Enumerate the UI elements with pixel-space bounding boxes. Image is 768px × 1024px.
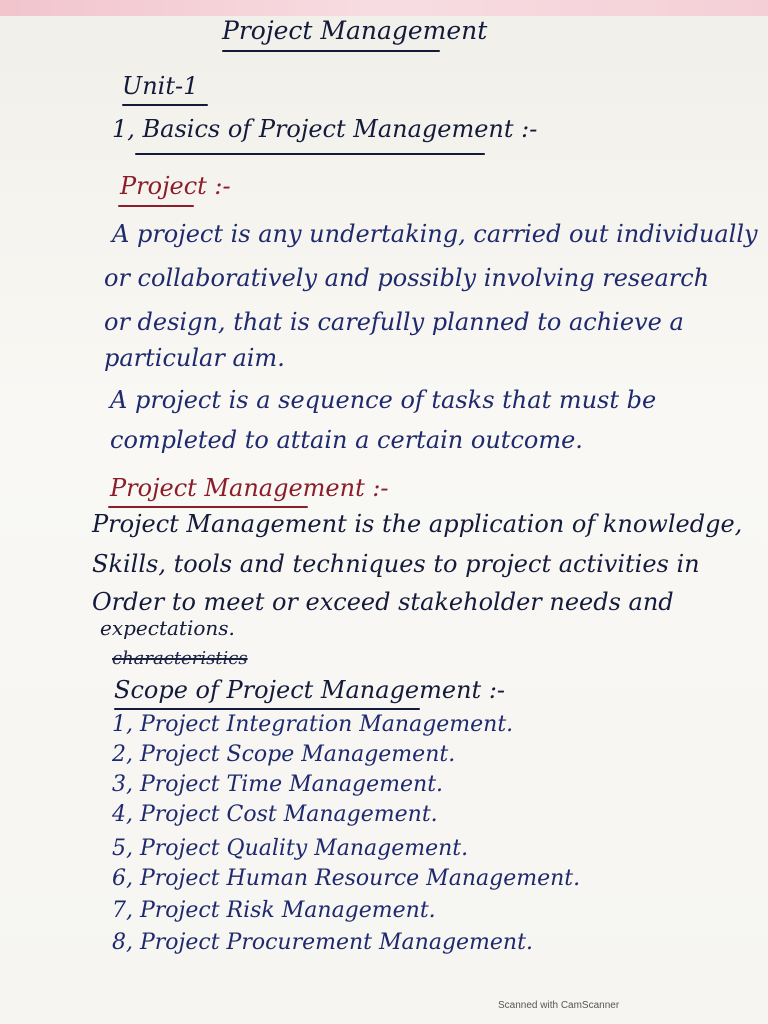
- scope-item-6: 6, Project Human Resource Management.: [112, 866, 581, 891]
- struck-word: characteristics: [112, 648, 248, 669]
- scope-item-1: 1, Project Integration Management.: [112, 712, 514, 737]
- project-def2-line-1: A project is a sequence of tasks that must be: [110, 386, 657, 414]
- scanner-watermark: Scanned with CamScanner: [498, 1000, 620, 1011]
- scope-item-2: 2, Project Scope Management.: [112, 742, 456, 767]
- section-underline: [135, 153, 485, 155]
- scope-item-8: 8, Project Procurement Management.: [112, 930, 533, 955]
- project-def-line-3: or design, that is carefully planned to achieve a: [104, 308, 684, 336]
- project-heading-underline: [118, 205, 194, 207]
- scope-item-3: 3, Project Time Management.: [112, 772, 444, 797]
- scope-item-5: 5, Project Quality Management.: [112, 836, 469, 861]
- project-def-line-4: particular aim.: [104, 344, 285, 372]
- title-underline: [222, 50, 440, 52]
- project-heading: Project :-: [120, 172, 231, 200]
- pm-heading-underline: [108, 506, 308, 508]
- pm-def-line-2: Skills, tools and techniques to project activities in: [92, 550, 700, 578]
- scope-item-4: 4, Project Cost Management.: [112, 802, 438, 827]
- unit-underline: [122, 104, 208, 106]
- page-top-edge: [0, 0, 768, 16]
- pm-heading: Project Management :-: [110, 474, 389, 502]
- unit-label: Unit-1: [122, 72, 199, 100]
- project-def-line-1: A project is any undertaking, carried out individually: [112, 220, 758, 248]
- page-title: Project Management: [222, 16, 488, 45]
- scope-item-7: 7, Project Risk Management.: [112, 898, 436, 923]
- pm-def-line-1: Project Management is the application of knowledge,: [92, 510, 743, 538]
- scope-heading: Scope of Project Management :-: [114, 676, 506, 704]
- pm-def-line-4: expectations.: [100, 616, 235, 640]
- project-def2-line-2: completed to attain a certain outcome.: [110, 426, 583, 454]
- project-def-line-2: or collaboratively and possibly involving research: [104, 264, 710, 292]
- section-heading: 1, Basics of Project Management :-: [112, 115, 538, 143]
- pm-def-line-3: Order to meet or exceed stakeholder needs and: [92, 588, 674, 616]
- scope-heading-underline: [114, 708, 420, 710]
